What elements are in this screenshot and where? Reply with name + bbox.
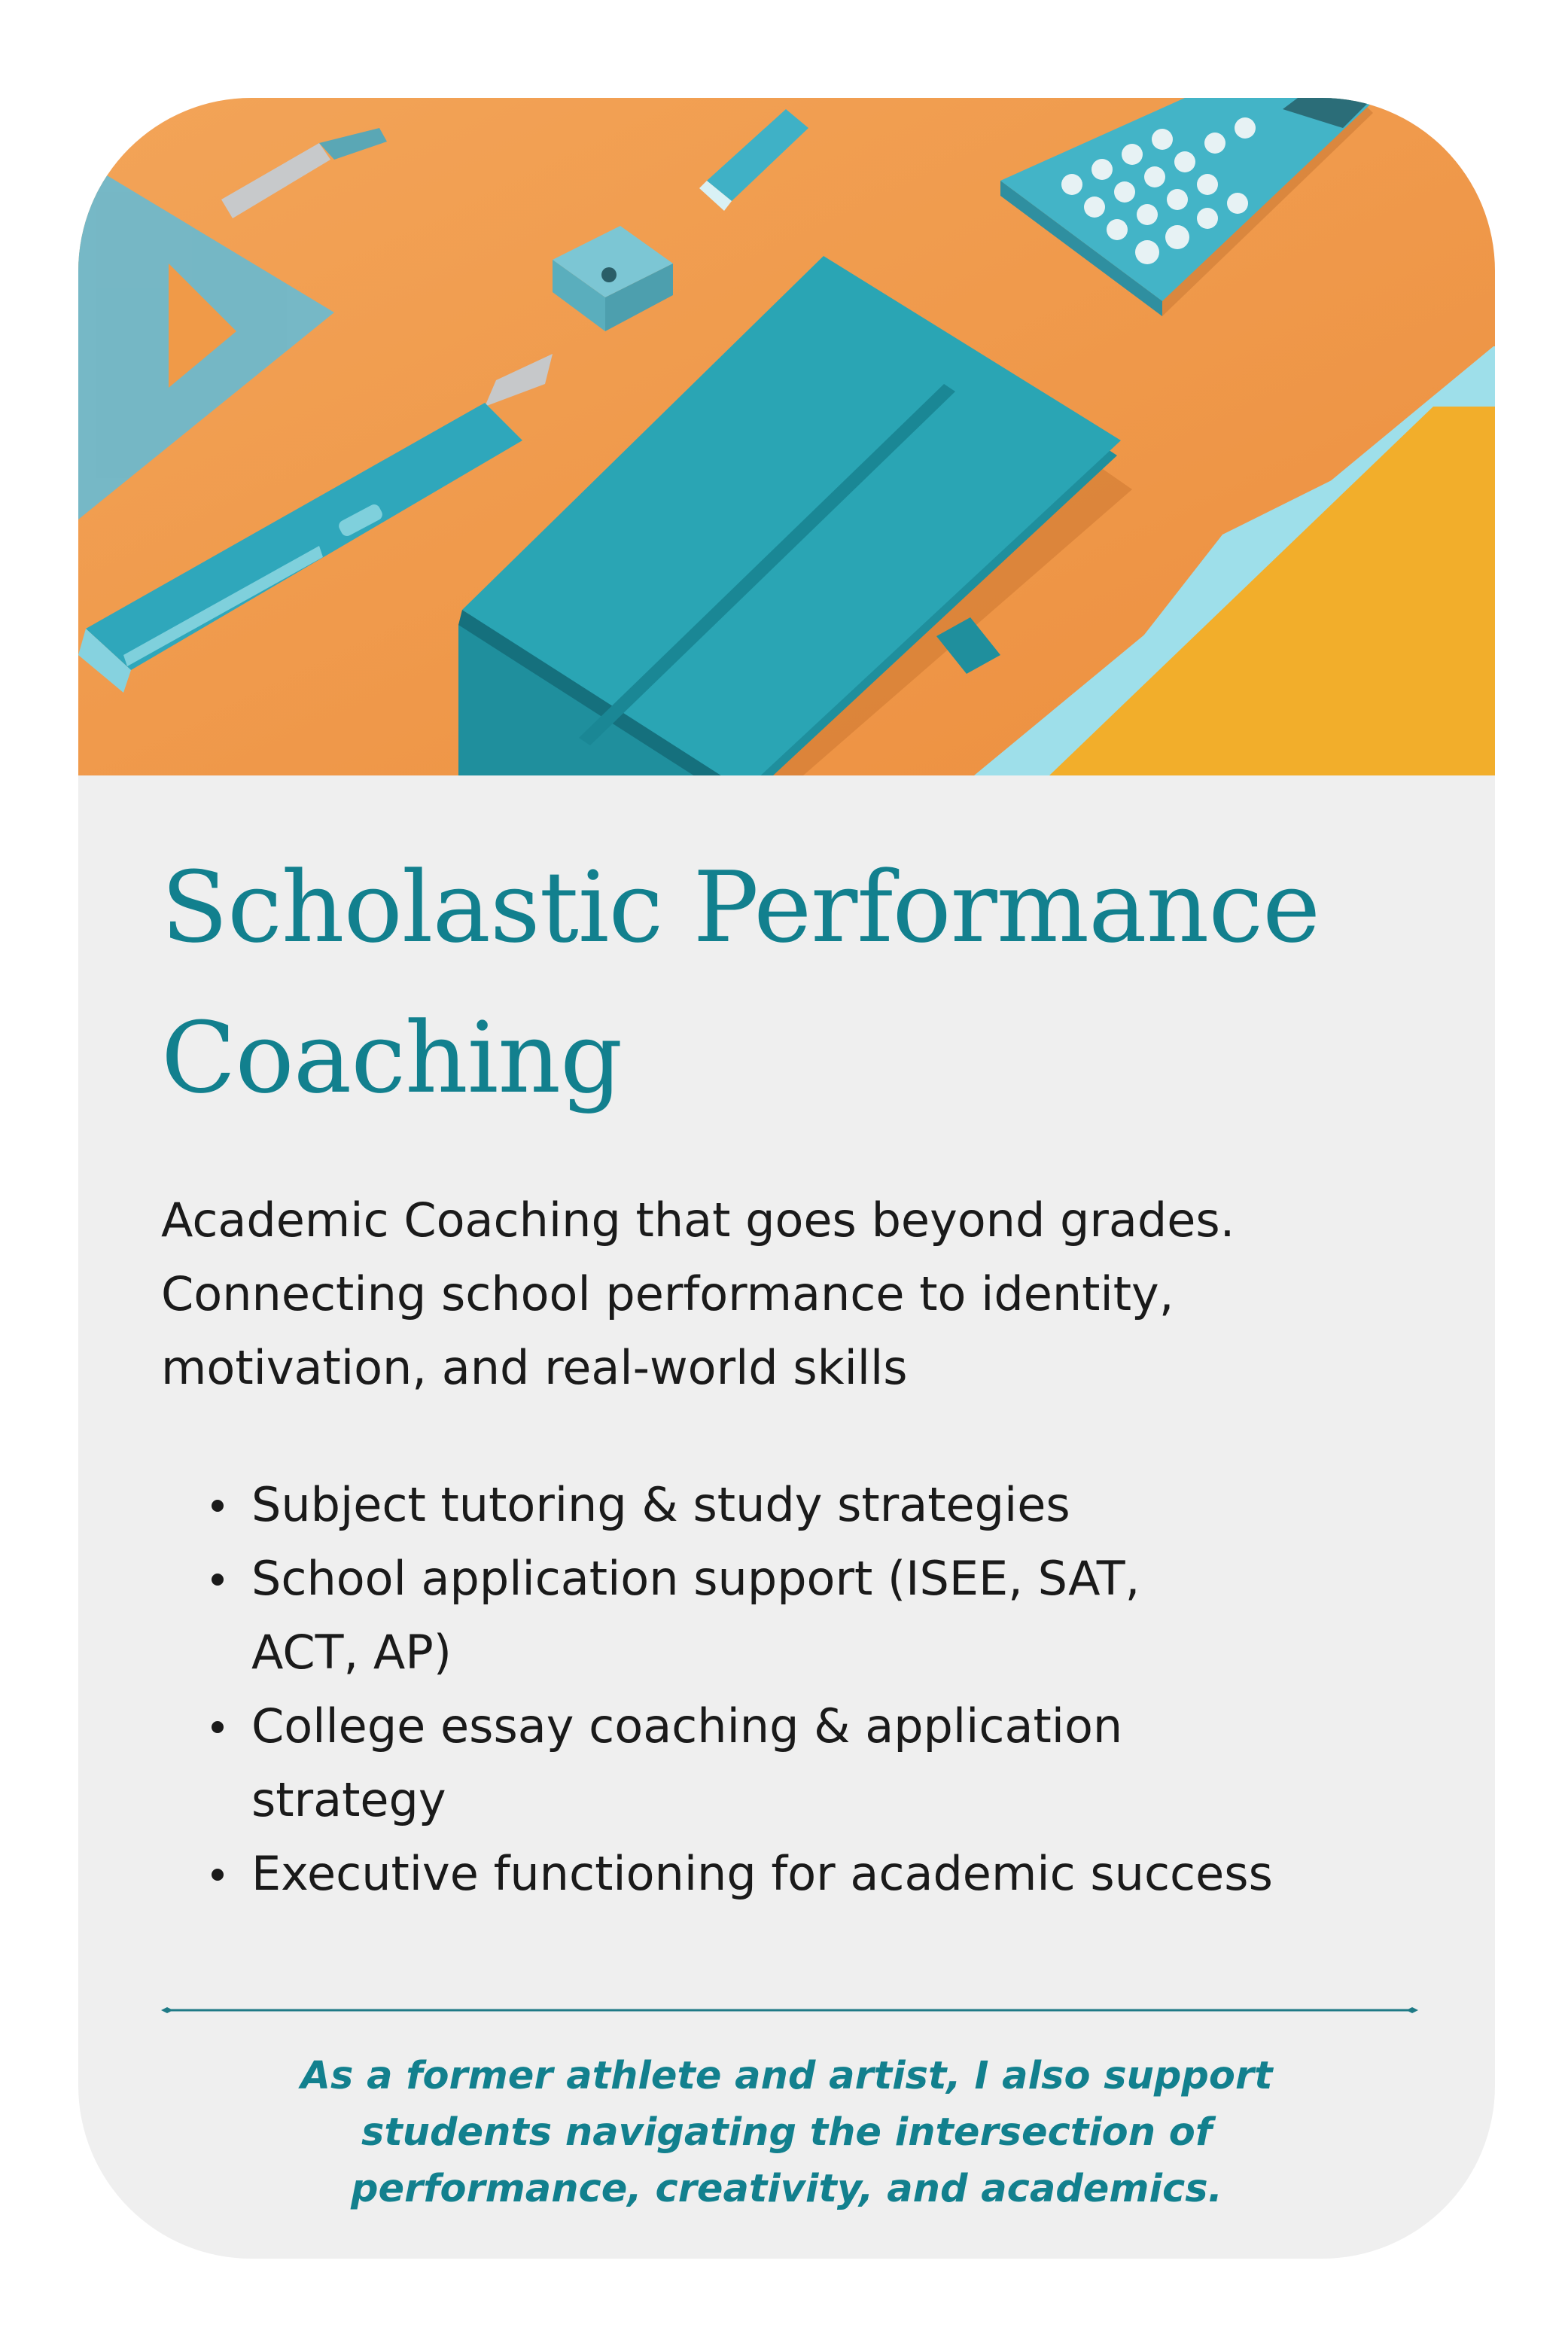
quote-line: performance, creativity, and academics. — [351, 2167, 1222, 2211]
service-card — [78, 98, 1495, 2259]
list-item — [251, 1468, 1486, 1542]
title-line: Scholastic Performance — [161, 850, 1320, 964]
list-item-text: School application support (ISEE, SAT, — [251, 1551, 1140, 1606]
title-line: Coaching — [161, 1001, 623, 1115]
services-list — [251, 1468, 1486, 1911]
list-item-text: Executive functioning for academic success — [251, 1846, 1273, 1901]
bullet-icon — [212, 1721, 224, 1733]
list-item — [251, 1542, 1486, 1689]
list-item-text: Subject tutoring & study strategies — [251, 1477, 1070, 1532]
list-item-text: strategy — [251, 1772, 446, 1827]
bullet-icon — [212, 1574, 224, 1586]
intro-line: motivation, and real-world skills — [161, 1340, 908, 1395]
bullet-icon — [212, 1500, 224, 1512]
page-title — [161, 832, 1441, 1133]
list-item-text: College essay coaching & application — [251, 1698, 1123, 1753]
school-supplies-photo — [78, 98, 1495, 775]
closing-quote — [154, 2048, 1420, 2217]
list-item — [251, 1689, 1486, 1837]
intro-line: Academic Coaching that goes beyond grades. — [161, 1193, 1235, 1248]
quote-line: students navigating the intersection of — [361, 2110, 1213, 2155]
intro-line: Connecting school performance to identity, — [161, 1266, 1174, 1321]
quote-line: As a former athlete and artist, I also support — [300, 2054, 1273, 2098]
list-item-text: ACT, AP) — [251, 1625, 452, 1680]
bullet-icon — [212, 1869, 224, 1881]
intro-paragraph — [161, 1184, 1456, 1405]
list-item — [251, 1837, 1486, 1911]
divider — [161, 2003, 1418, 2018]
